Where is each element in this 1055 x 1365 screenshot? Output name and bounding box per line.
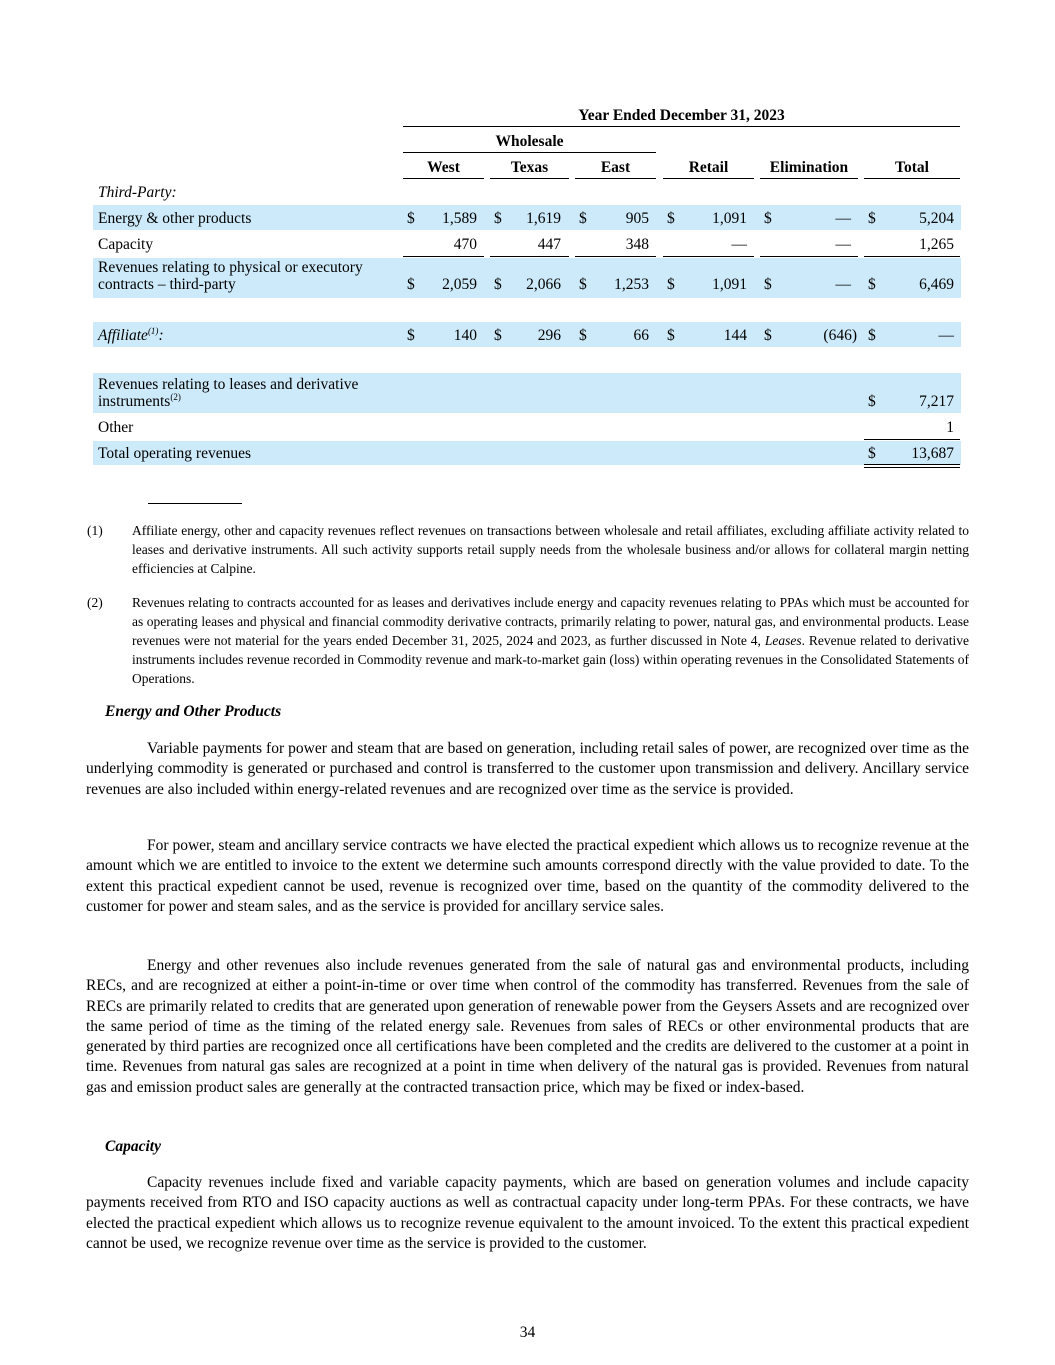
col-rule xyxy=(663,178,754,179)
cell-west: 1,589 xyxy=(442,210,477,227)
currency-symbol: $ xyxy=(579,276,587,293)
header-rule xyxy=(403,126,960,127)
table-row-physical-contracts xyxy=(93,258,961,298)
currency-symbol: $ xyxy=(667,276,675,293)
cell-total: 1 xyxy=(946,419,954,436)
col-rule xyxy=(490,178,569,179)
double-rule-bottom xyxy=(864,467,960,468)
cell-elimination: — xyxy=(835,210,851,227)
table-row-other xyxy=(93,414,961,439)
row-label: Energy & other products xyxy=(98,210,252,227)
currency-symbol: $ xyxy=(407,276,415,293)
table-row-capacity xyxy=(93,231,961,256)
currency-symbol: $ xyxy=(764,276,772,293)
row-label: Other xyxy=(98,419,134,436)
subtotal-rule xyxy=(760,256,858,257)
cell-total: 1,265 xyxy=(919,236,954,253)
double-rule-top xyxy=(864,464,960,465)
table-row-leases-derivatives xyxy=(93,373,961,413)
currency-symbol: $ xyxy=(494,327,502,344)
cell-west: 140 xyxy=(453,327,477,344)
table-row-total-operating-revenues xyxy=(93,441,961,465)
cell-texas: 296 xyxy=(537,327,561,344)
footnote-number: (2) xyxy=(87,595,103,610)
footnote-2 xyxy=(132,593,969,688)
footnote-ref-1: (1) xyxy=(147,325,159,336)
row-label-line1: Revenues relating to leases and derivative xyxy=(98,376,359,393)
currency-symbol: $ xyxy=(868,276,876,293)
col-header-retail: Retail xyxy=(688,159,729,176)
table-row-affiliate xyxy=(93,322,961,347)
cell-west: 2,059 xyxy=(442,276,477,293)
cell-total: — xyxy=(938,327,954,344)
row-label xyxy=(98,376,358,410)
cell-total: 5,204 xyxy=(919,210,954,227)
col-header-east: East xyxy=(600,159,631,176)
currency-symbol: $ xyxy=(494,210,502,227)
subtotal-rule xyxy=(490,256,569,257)
footnote-2-italic: Leases xyxy=(764,633,802,648)
cell-total: 13,687 xyxy=(911,445,954,462)
cell-retail: 1,091 xyxy=(712,210,747,227)
paragraph: Variable payments for power and steam that are based on generation, including retail sales of power, are recognized over time as the underlying commodity is generated or purchased and control is transferred to the customer upon transmission and delivery. Ancillary service revenues are also included within energy-related revenues and are recognized over time as the service is provided. xyxy=(86,740,969,798)
cell-east: 66 xyxy=(633,327,649,344)
row-label-line1: Revenues relating to physical or executory xyxy=(98,259,363,276)
wholesale-rule xyxy=(403,152,656,153)
footnote-2-text: Revenues relating to contracts accounted for as leases and derivatives include energy and capacity revenues relating to PPAs which must be accounted for as operating leases and physical and financial commodity derivative contracts, primarily relating to power, natural gas, and environmental products. Lease revenues were not material for the years ended December 31, 2025, 2024 and 2023, as further discussed in Note 4, xyxy=(132,595,969,648)
table-period-header: Year Ended December 31, 2023 xyxy=(578,107,785,124)
cell-west: 470 xyxy=(453,236,477,253)
currency-symbol: $ xyxy=(868,445,876,462)
currency-symbol: $ xyxy=(494,276,502,293)
cell-total: 6,469 xyxy=(919,276,954,293)
footnote-1: Affiliate energy, other and capacity revenues reflect revenues on transactions between wholesale and retail affiliates, excluding affiliate activity related to leases and derivative instruments. All such activity supports retail supply needs from the wholesale business and/or allows for collateral margin netting efficiencies at Calpine. xyxy=(132,523,969,576)
cell-elimination: (646) xyxy=(823,327,857,344)
col-rule xyxy=(403,178,484,179)
col-header-west: West xyxy=(427,159,460,176)
col-rule xyxy=(760,178,858,179)
currency-symbol: $ xyxy=(868,393,876,410)
cell-texas: 1,619 xyxy=(526,210,561,227)
cell-retail: 1,091 xyxy=(712,276,747,293)
affiliate-colon: : xyxy=(158,327,164,344)
currency-symbol: $ xyxy=(407,327,415,344)
page-number: 34 xyxy=(519,1324,536,1341)
subtotal-rule xyxy=(403,256,484,257)
subtotal-rule xyxy=(575,256,656,257)
col-header-total: Total xyxy=(895,159,929,176)
footnote-number: (1) xyxy=(87,523,103,538)
cell-total: 7,217 xyxy=(919,393,954,410)
total-rule xyxy=(864,439,960,440)
wholesale-group-header: Wholesale xyxy=(495,133,564,150)
table-row-energy xyxy=(93,205,961,230)
paragraph: Energy and other revenues also include revenues generated from the sale of natural gas and environmental products, including RECs, and are recognized at either a point-in-time or over time when control of the commodity has transferred. Revenues from the sale of RECs are primarily related to credits that are generated upon generation of renewable power from the Geysers Assets and are recognized over the same period of time as the timing of the related energy sale. Revenues from sales of RECs or other environmental products that are generated by third parties are recognized once all certifications have been completed and the credits are delivered to the customer at a point in time. Revenues from natural gas sales are recognized at a point in time when delivery of the natural gas is provided. Revenues from natural gas and emission product sales are generally at the contracted transaction price, which may be fixed or index-based. xyxy=(86,957,969,1096)
cell-east: 905 xyxy=(625,210,649,227)
col-rule xyxy=(575,178,656,179)
currency-symbol: $ xyxy=(667,327,675,344)
footnote-ref-2: (2) xyxy=(170,391,181,402)
subtotal-rule xyxy=(663,256,754,257)
cell-east: 348 xyxy=(625,236,649,253)
currency-symbol: $ xyxy=(868,327,876,344)
paragraph: Capacity revenues include fixed and variable capacity payments, which are based on generation volumes and include capacity payments received from RTO and ISO capacity auctions as well as contractual capacity under long-term PPAs. For these contracts, we have elected the practical expedient which allows us to recognize revenue equivalent to the amount invoiced. To the extent this practical expedient cannot be used, we recognize revenue over time as the service is provided to the customer. xyxy=(86,1174,969,1252)
cell-east: 1,253 xyxy=(614,276,649,293)
currency-symbol: $ xyxy=(764,210,772,227)
row-label: Total operating revenues xyxy=(98,445,251,462)
cell-texas: 2,066 xyxy=(526,276,561,293)
row-label xyxy=(98,259,363,293)
cell-retail: — xyxy=(731,236,747,253)
subtotal-rule xyxy=(864,256,960,257)
row-label-line2: contracts – third-party xyxy=(98,276,236,293)
section-heading-energy: Energy and Other Products xyxy=(105,703,282,720)
affiliate-label: Affiliate xyxy=(98,327,148,344)
currency-symbol: $ xyxy=(407,210,415,227)
section-heading-capacity: Capacity xyxy=(105,1138,161,1155)
row-label: Capacity xyxy=(98,236,154,253)
currency-symbol: $ xyxy=(667,210,675,227)
row-label xyxy=(98,326,164,345)
cell-elimination: — xyxy=(835,236,851,253)
col-header-texas: Texas xyxy=(510,159,549,176)
currency-symbol: $ xyxy=(579,327,587,344)
currency-symbol: $ xyxy=(764,327,772,344)
row-label-line2: instruments xyxy=(98,393,171,410)
cell-retail: 144 xyxy=(723,327,747,344)
currency-symbol: $ xyxy=(579,210,587,227)
col-rule xyxy=(864,178,960,179)
cell-elimination: — xyxy=(835,276,851,293)
footnote-separator xyxy=(148,503,242,504)
currency-symbol: $ xyxy=(868,210,876,227)
footnote-2-text-end: . Revenue related to derivative instruments includes revenue recorded in Commodity revenue and mark-to-market gain (loss) within operating revenues in the Consolidated Statements of Operations. xyxy=(132,633,969,686)
col-header-elimination: Elimination xyxy=(769,159,849,176)
paragraph: For power, steam and ancillary service contracts we have elected the practical expedient which allows us to recognize revenue at the amount which we are entitled to invoice to the extent we determine such amounts correspond directly with the value provided to date. To the extent this practical expedient cannot be used, revenue is recognized over time, based on the quantity of the commodity delivered to the customer for power and steam sales, and as the service is provided for ancillary service sales. xyxy=(86,837,969,915)
section-label-third-party: Third-Party: xyxy=(98,184,177,201)
cell-texas: 447 xyxy=(537,236,561,253)
